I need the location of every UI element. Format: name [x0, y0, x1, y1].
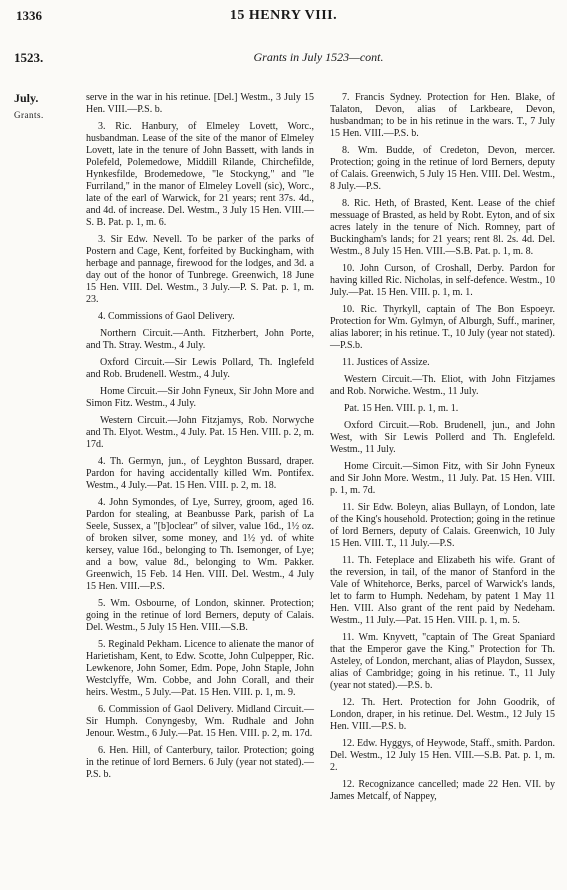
left-column — [86, 92, 314, 786]
entry: 3. Sir Edw. Nevell. To be parker of the parks of Postern and Cage, Kent, forfeited by Buckingham, with herbage and pannage, firewood for the lodges, and 3d. a day out of the honor of Tunbrege. Greenwich, 18 June 15 Hen. VIII. Del. Westm., 3 July.—P. S. Pat. p. 1, m. 23. — [86, 234, 314, 305]
year-label: 1523. — [14, 50, 44, 65]
entry: serve in the war in his retinue. [Del.] Westm., 3 July 15 Hen. VIII.—P.S. b. — [86, 92, 314, 115]
entry: 12. Recognizance cancelled; made 22 Hen. VII. by James Metcalf, of Nappey, — [330, 779, 555, 802]
entry: 10. Ric. Thyrkyll, captain of The Bon Espoeyr. Protection for Wm. Gylmyn, of Alburgh, Suff., mariner, alias laborer; in his retinue. T., 10 July (year not stated).—P.S.b. — [330, 304, 555, 351]
entry: 4. Commissions of Gaol Delivery. — [98, 311, 235, 322]
entry: Pat. 15 Hen. VIII. p. 1, m. 1. — [344, 403, 459, 414]
entry: Western Circuit.—John Fitzjamys, Rob. Norwyche and Th. Elyot. Westm., 4 July. Pat. 15 Hen. VIII. p. 2, m. 17d. — [86, 415, 314, 450]
entry: Northern Circuit.—Anth. Fitzherbert, John Porte, and Th. Stray. Westm., 4 July. — [86, 328, 314, 351]
entry: 12. Edw. Hyggys, of Heywode, Staff., smith. Pardon. Del. Westm., 12 July 15 Hen. VIII.—S.B. Pat. p. 1, m. 2. — [330, 738, 555, 773]
entry: 8. Ric. Heth, of Brasted, Kent. Lease of the chief messuage of Brasted, as held by Robt. Eyton, and of six acres lately in the tenure of Nich. Romney, part of Buckingham's lands; for 21 years; rent 8l. 2s. 4d. Del. Westm., 8 July 15 Hen. VIII.—S.B. Pat. p. 1, m. 8. — [330, 198, 555, 257]
entry: 10. John Curson, of Croshall, Derby. Pardon for having killed Ric. Nicholas, in self-defence. Westm., 10 July.—Pat. 15 Hen. VIII. p. 1, m. 1. — [330, 263, 555, 298]
section-title: Grants in July 1523—cont. — [253, 50, 384, 64]
entry: 7. Francis Sydney. Protection for Hen. Blake, of Talaton, Devon, alias of Larkbeare, Devon, husbandman; to be in his retinue in the wars. T., 7 July 15 Hen. VIII.—P.S. b. — [330, 92, 555, 139]
entry: 6. Commission of Gaol Delivery. Midland Circuit.—Sir Humph. Conyngesby, Wm. Rudhale and John Jenour. Westm., 6 July.—Pat. 15 Hen. VIII. p. 2, m. 17d. — [86, 704, 314, 739]
margin-notes — [14, 92, 64, 122]
entry: Oxford Circuit.—Rob. Brudenell, jun., and John West, with Sir Lewis Pollerd and Th. Englefeld. Westm., 11 July. — [330, 420, 555, 455]
running-title: 15 HENRY VIII. — [229, 8, 338, 23]
entry: 11. Justices of Assize. — [342, 357, 430, 368]
month-label: July. — [14, 91, 39, 105]
entry: 11. Th. Feteplace and Elizabeth his wife. Grant of the reversion, in tail, of the manor of Stanford in the Vale of Whitehorce, Berks, parcel of Warwick's lands, let to farm to Humph. Nedeham, by patent 1 May 11 Hen. VIII. Also grant of the rent paid by Nedeham. Westm., 11 July.—Pat. 15 Hen. VIII. p. 1, m. 5. — [330, 555, 555, 626]
entry: 3. Ric. Hanbury, of Elmeley Lovett, Worc., husbandman. Lease of the site of the manor of Elmeley Lovett, late in the tenure of John Bassett, with lands in Polefeld, Polemedowe, Middill Rilande, Chirchefilde, Hynkesfilde, Brodemedowe, "le Stockyng," and "le Furriland," in the manor of Elmeley Lovell (sic), Worc., late of the earl of Warwick, for 21 years; rent 37s. 4d., and 4d. of increase. Del. Westm., 3 July 15 Hen. VIII.—S. B. Pat. p. 1, m. 6. — [86, 121, 314, 228]
page-header — [8, 8, 559, 30]
grants-label: Grants. — [14, 110, 44, 120]
entry: 8. Wm. Budde, of Credeton, Devon, mercer. Protection; going in the retinue of lord Berners, deputy of Calais. Greenwich, 5 July 15 Hen. VIII. Del. Westm., 8 July.—P.S. — [330, 145, 555, 192]
entry: 4. Th. Germyn, jun., of Leyghton Bussard, draper. Pardon for having accidentally killed Wm. Pontifex. Westm., 4 July.—Pat. 15 Hen. VIII. p. 2, m. 18. — [86, 456, 314, 491]
entry: 12. Th. Hert. Protection for John Goodrik, of London, draper, in his retinue. Del. Westm., 12 July 15 Hen. VIII.—P.S. b. — [330, 697, 555, 732]
entry: Home Circuit.—Simon Fitz, with Sir John Fyneux and Sir John More. Westm., 11 July. Pat. 15 Hen. VIII. p. 1, m. 7d. — [330, 461, 555, 496]
page-number: 1336 — [16, 8, 42, 23]
entry: 4. John Symondes, of Lye, Surrey, groom, aged 16. Pardon for stealing, at Beanbusse Park, parish of La Seele, Sussex, a "[b]oclear" of silver, value 16d., 1½ oz. of broken silver, some money, and 1½ yd. of white kersey, value 16d., belonging to Th. Isemonger, of Lye; and a bow, value 8d., belonging to Wm. Pakker. Greenwich, 15 Feb. 14 Hen. VIII. Del. Westm., 4 July 15 Hen. VIII.—P.S. — [86, 497, 314, 592]
entry: 11. Wm. Knyvett, "captain of The Great Spaniard that the Emperor gave the King." Protection for Th. Asteley, of London, merchant, alias of Playdon, Sussex, alias of Cambridge; going in his retinue. T., 11 July (year not stated).—P.S. b. — [330, 632, 555, 691]
entry: Home Circuit.—Sir John Fyneux, Sir John More and Simon Fitz. Westm., 4 July. — [86, 386, 314, 409]
entry: Western Circuit.—Th. Eliot, with John Fitzjames and Rob. Norwiche. Westm., 11 July. — [330, 374, 555, 397]
entry: Oxford Circuit.—Sir Lewis Pollard, Th. Inglefeld and Rob. Brudenell. Westm., 4 July. — [86, 357, 314, 380]
entry: 6. Hen. Hill, of Canterbury, tailor. Protection; going in the retinue of lord Berners. 6 July (year not stated).—P.S. b. — [86, 745, 314, 780]
right-column — [330, 92, 555, 808]
entry: 5. Reginald Pekham. Licence to alienate the manor of Harietisham, Kent, to Edw. Scotte, John Culpepper, Ric. Lewkenore, John Somer, Edm. Pope, John Staple, John Westclyffe, Wm. Cobbe, and John Corall, and their heirs. Westm., 5 July.—Pat. 15 Hen. VIII. p. 1, m. 9. — [86, 639, 314, 698]
entry: 11. Sir Edw. Boleyn, alias Bullayn, of London, late of the King's household. Protection; going in the retinue of lord Berners, deputy of Calais. Greenwich, 10 July 15 Hen. VIII. T., 11 July.—P.S. — [330, 502, 555, 549]
entry: 5. Wm. Osbourne, of London, skinner. Protection; going in the retinue of lord Berners, deputy of Calais. Del. Westm., 5 July 15 Hen. VIII.—S.B. — [86, 598, 314, 633]
